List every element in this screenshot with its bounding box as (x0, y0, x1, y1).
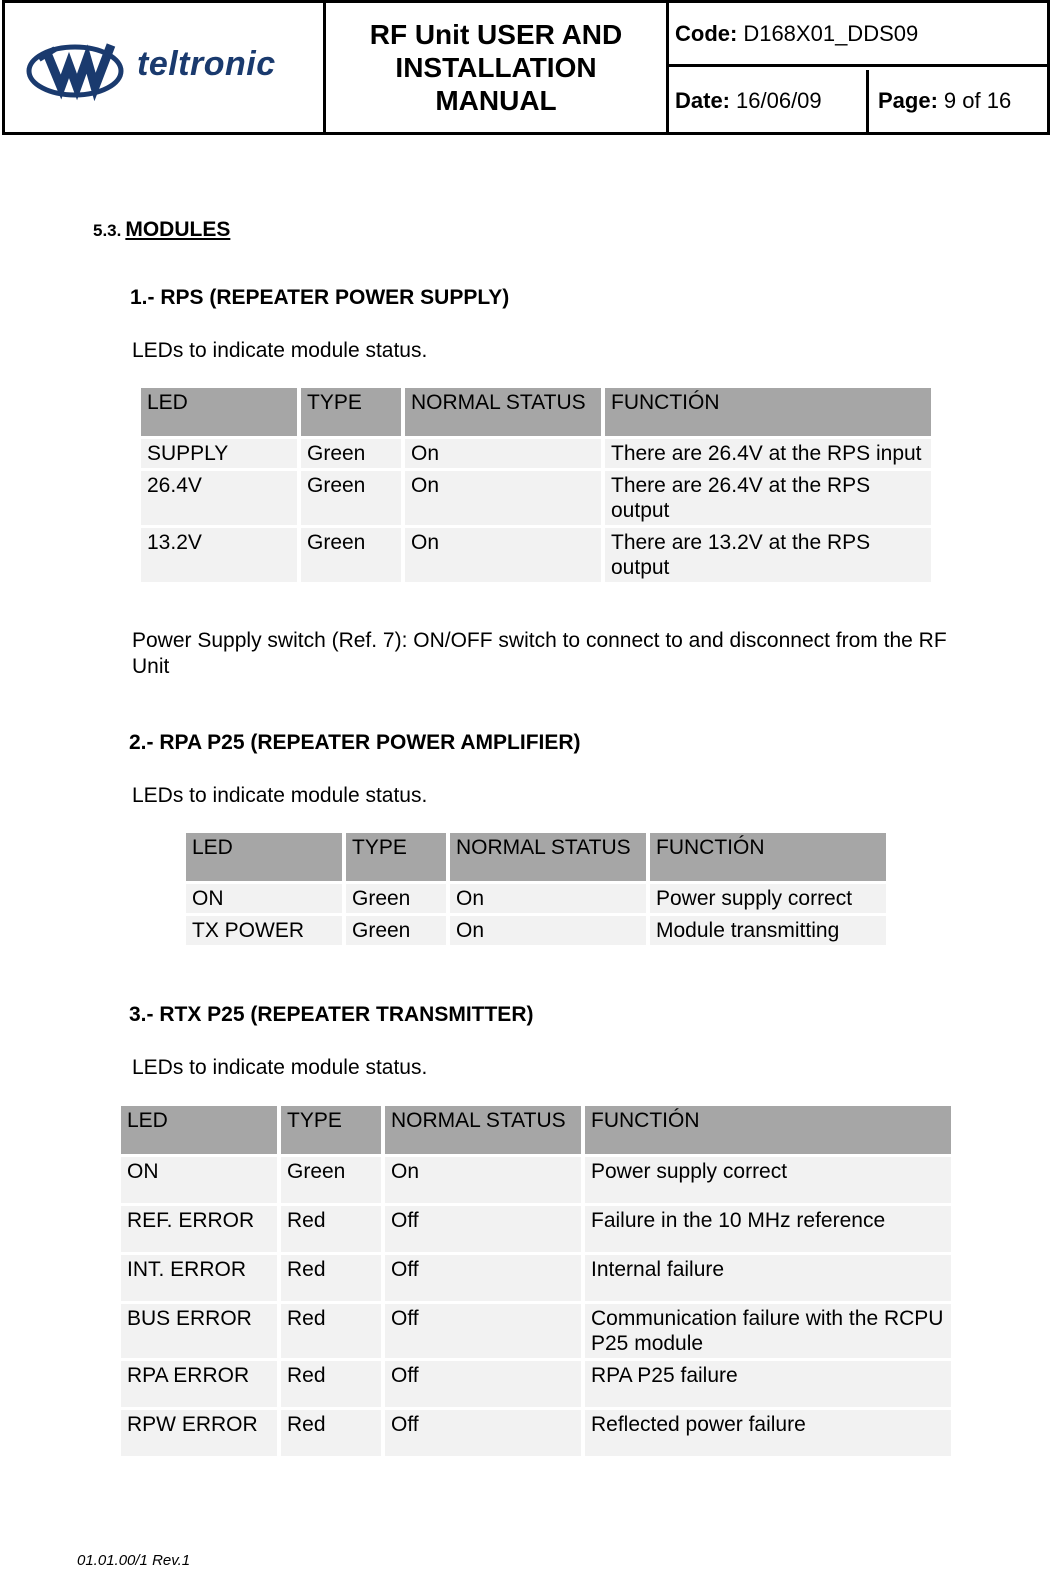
column-header: TYPE (281, 1106, 381, 1154)
column-header: NORMAL STATUS (385, 1106, 581, 1154)
teltronic-logo (25, 35, 315, 101)
rpa-heading: 2.- RPA P25 (REPEATER POWER AMPLIFIER) (129, 731, 581, 754)
status-cell: On (450, 884, 646, 913)
rpa-intro: LEDs to indicate module status. (132, 784, 428, 807)
table-row (141, 439, 931, 468)
function-cell: Internal failure (585, 1255, 951, 1301)
led-cell: SUPPLY (141, 439, 297, 468)
column-header: FUNCTIÓN (650, 833, 886, 881)
function-cell: Power supply correct (650, 884, 886, 913)
logo-wordmark: teltronic (137, 45, 276, 83)
function-cell: There are 13.2V at the RPS output (605, 528, 931, 582)
teltronic-logo-icon (25, 35, 135, 101)
date-cell (669, 70, 869, 132)
code-label: Code: (675, 20, 738, 46)
page-cell (872, 70, 1047, 132)
rps-intro: LEDs to indicate module status. (132, 339, 428, 362)
led-cell: 26.4V (141, 471, 297, 525)
column-header: LED (141, 388, 297, 436)
page-value: 9 of 16 (943, 88, 1012, 113)
status-cell: Off (385, 1361, 581, 1407)
function-cell: There are 26.4V at the RPS output (605, 471, 931, 525)
led-cell: RPA ERROR (121, 1361, 277, 1407)
rps-led-table (137, 385, 935, 585)
column-header: FUNCTIÓN (605, 388, 931, 436)
status-cell: On (405, 528, 601, 582)
function-cell: Reflected power failure (585, 1410, 951, 1456)
table-header-row (186, 833, 886, 881)
function-cell: There are 26.4V at the RPS input (605, 439, 931, 468)
status-cell: Off (385, 1206, 581, 1252)
table-header-row (121, 1106, 951, 1154)
logo-cell (5, 3, 326, 132)
column-header: LED (186, 833, 342, 881)
table-row (121, 1255, 951, 1301)
status-cell: On (385, 1157, 581, 1203)
date-value: 16/06/09 (736, 88, 822, 113)
table-row (121, 1206, 951, 1252)
type-cell: Red (281, 1206, 381, 1252)
column-header: TYPE (301, 388, 401, 436)
document-title: RF Unit USER AND INSTALLATION MANUAL (369, 19, 623, 116)
revision-footer: 01.01.00/1 Rev.1 (77, 1552, 191, 1569)
type-cell: Red (281, 1410, 381, 1456)
status-cell: Off (385, 1304, 581, 1358)
status-cell: On (450, 916, 646, 945)
led-cell: INT. ERROR (121, 1255, 277, 1301)
led-cell: ON (186, 884, 342, 913)
date-label: Date: (675, 88, 731, 113)
section-title: MODULES (125, 218, 231, 241)
document-title-cell (326, 3, 669, 132)
function-cell: RPA P25 failure (585, 1361, 951, 1407)
led-cell: RPW ERROR (121, 1410, 277, 1456)
status-cell: On (405, 439, 601, 468)
section-heading (93, 218, 230, 242)
rtx-heading: 3.- RTX P25 (REPEATER TRANSMITTER) (129, 1003, 534, 1026)
rps-heading: 1.- RPS (REPEATER POWER SUPPLY) (130, 286, 510, 309)
column-header: TYPE (346, 833, 446, 881)
section-number: 5.3. (93, 221, 122, 240)
led-cell: BUS ERROR (121, 1304, 277, 1358)
table-row (121, 1304, 951, 1358)
status-cell: Off (385, 1410, 581, 1456)
function-cell: Module transmitting (650, 916, 886, 945)
rps-switch-note: Power Supply switch (Ref. 7): ON/OFF switch to connect to and disconnect from the RF Unit (132, 629, 947, 678)
status-cell: Off (385, 1255, 581, 1301)
led-cell: 13.2V (141, 528, 297, 582)
rtx-intro: LEDs to indicate module status. (132, 1056, 428, 1079)
code-cell (669, 3, 1047, 67)
function-cell: Failure in the 10 MHz reference (585, 1206, 951, 1252)
table-row (141, 471, 931, 525)
code-value: D168X01_DDS09 (743, 20, 919, 46)
rpa-led-table (182, 830, 890, 948)
function-cell: Power supply correct (585, 1157, 951, 1203)
type-cell: Red (281, 1361, 381, 1407)
led-cell: TX POWER (186, 916, 342, 945)
column-header: FUNCTIÓN (585, 1106, 951, 1154)
type-cell: Green (301, 439, 401, 468)
type-cell: Green (346, 916, 446, 945)
table-row (186, 884, 886, 913)
type-cell: Red (281, 1304, 381, 1358)
led-cell: ON (121, 1157, 277, 1203)
table-row (141, 528, 931, 582)
table-header-row (141, 388, 931, 436)
type-cell: Red (281, 1255, 381, 1301)
table-row (121, 1361, 951, 1407)
status-cell: On (405, 471, 601, 525)
function-cell: Communication failure with the RCPU P25 module (585, 1304, 951, 1358)
table-row (121, 1157, 951, 1203)
column-header: LED (121, 1106, 277, 1154)
type-cell: Green (346, 884, 446, 913)
column-header: NORMAL STATUS (450, 833, 646, 881)
column-header: NORMAL STATUS (405, 388, 601, 436)
table-row (186, 916, 886, 945)
type-cell: Green (281, 1157, 381, 1203)
type-cell: Green (301, 471, 401, 525)
rtx-led-table (117, 1103, 955, 1459)
document-header (2, 0, 1050, 135)
table-row (121, 1410, 951, 1456)
led-cell: REF. ERROR (121, 1206, 277, 1252)
type-cell: Green (301, 528, 401, 582)
page-label: Page: (878, 88, 938, 113)
